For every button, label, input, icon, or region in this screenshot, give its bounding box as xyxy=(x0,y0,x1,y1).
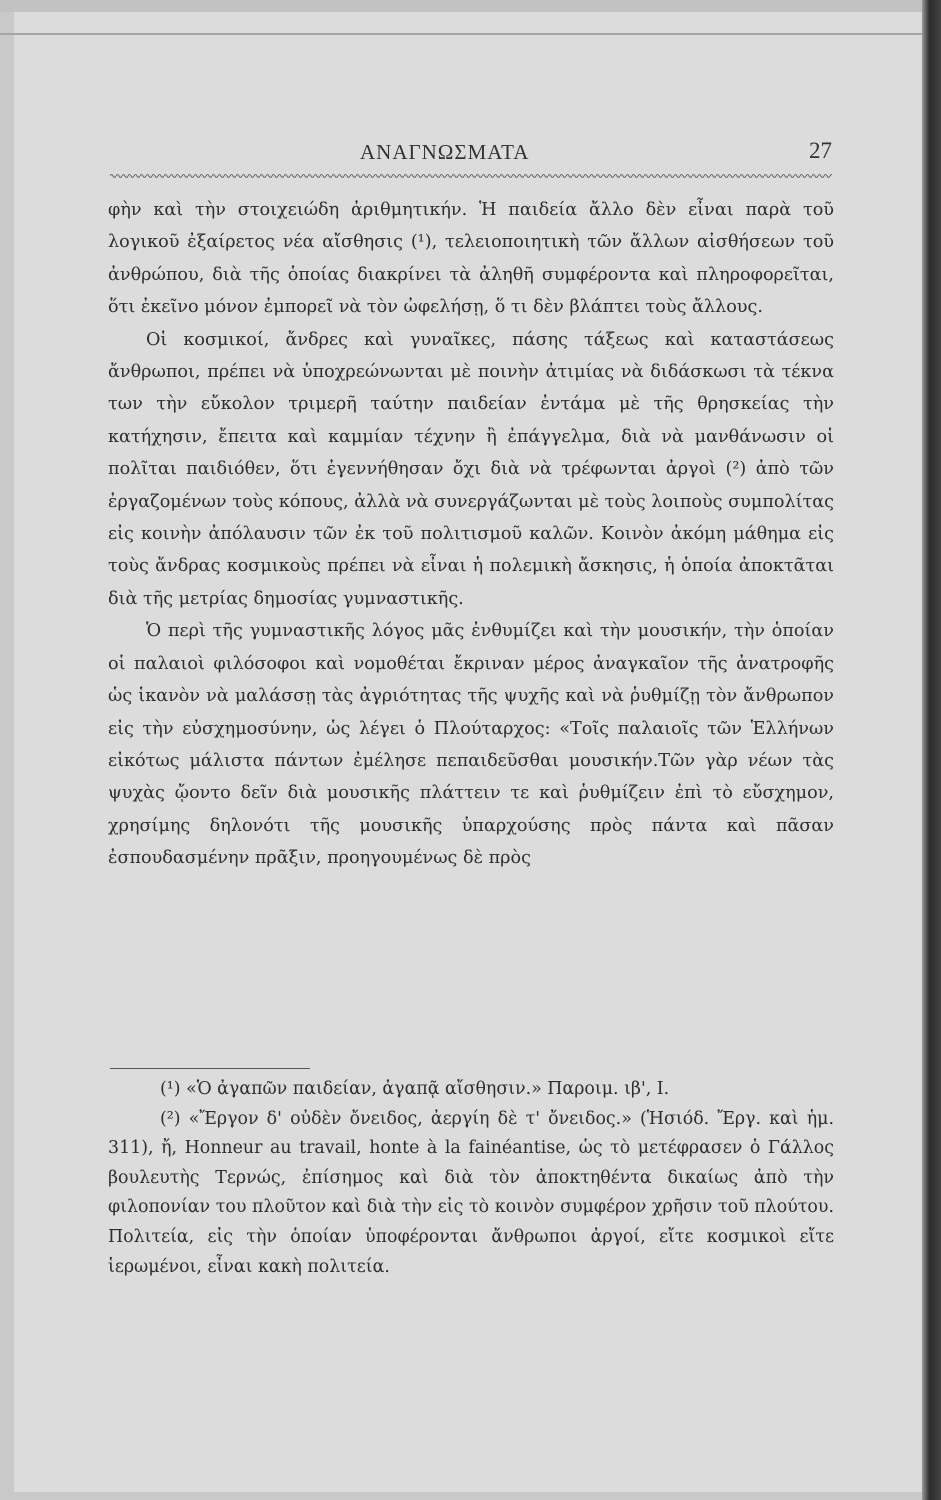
footnotes xyxy=(108,1075,834,1282)
paragraph-2: Οἱ κοσμικοί, ἄνδρες καὶ γυναῖκες, πάσης τάξεως καὶ καταστάσεως ἄνθρωποι, πρέπει νὰ ὑποχρεώνωνται μὲ ποινὴν ἀτιμίας νὰ διδάσκωσι τὰ τέκνα των τὴν εὔκολον τριμερῆ ταύτην παιδείαν ἐντάμα μὲ τῆς θρησκείας τὴν κατήχησιν, ἔπειτα καὶ καμμίαν τέχνην ἢ ἐπάγγελμα, διὰ νὰ μανθάνωσιν οἱ πολῖται παιδιόθεν, ὅτι ἐγεννήθησαν ὄχι διὰ νὰ τρέφωνται ἀργοὶ (²) ἀπὸ τῶν ἐργαζομένων τοὺς κόπους, ἀλλὰ νὰ συνεργάζωνται μὲ τοὺς λοιποὺς συμπολίτας εἰς κοινὴν ἀπόλαυσιν τῶν ἐκ τοῦ πολιτισμοῦ καλῶν. Κοινὸν ἀκόμη μάθημα εἰς τοὺς ἄνδρας κοσμικοὺς πρέπει νὰ εἶναι ἡ πολεμικὴ ἄσκησις, ἡ ὁποία ἀποκτᾶται διὰ τῆς μετρίας δημοσίας γυμναστικῆς. xyxy=(108,329,834,609)
main-text xyxy=(108,194,834,875)
footnote-2: (²) «Ἔργον δ' οὐδὲν ὄνειδος, ἀεργίη δὲ τ' ὄνειδος.» (Ἡσιόδ. Ἔργ. καὶ ἡμ. 311), ἤ, Honneur au travail, honte à la fainéantise, ὡς τὸ μετέφρασεν ὁ Γάλλος βουλευτὴς Τερνώς, ἐπίσημος καὶ διὰ τὸν ἀποκτηθέντα δικαίως ἀπὸ τὴν φιλοπονίαν του πλοῦτον καὶ διὰ τὴν εἰς τὸ κοινὸν συμφέρον χρῆσιν τοῦ πλούτου. Πολιτεία, εἰς τὴν ὁποίαν ὑποφέρονται ἄνθρωποι ἀργοί, εἴτε κοσμικοὶ εἴτε ἱερωμένοι, εἶναι κακὴ πολιτεία. xyxy=(108,1108,834,1277)
paragraph-3: Ὁ περὶ τῆς γυμναστικῆς λόγος μᾶς ἐνθυμίζει καὶ τὴν μουσικήν, τὴν ὁποίαν οἱ παλαιοὶ φιλόσοφοι καὶ νομοθέται ἔκριναν μέρος ἀναγκαῖον τῆς ἀνατροφῆς ὡς ἱκανὸν νὰ μαλάσσῃ τὰς ἀγριότητας τῆς ψυχῆς καὶ νὰ ῥυθμίζῃ τὸν ἄνθρωπον εἰς τὴν εὐσχημοσύνην, ὡς λέγει ὁ Πλούταρχος: «Τοῖς παλαιοῖς τῶν Ἑλλήνων εἰκότως μάλιστα πάντων ἐμέλησε πεπαιδεῦσθαι μουσικήν.Τῶν γὰρ νέων τὰς ψυχὰς ᾤοντο δεῖν διὰ μουσικῆς πλάττειν τε καὶ ῥυθμίζειν ἐπὶ τὸ εὔσχημον, χρησίμης δηλονότι τῆς μουσικῆς ὑπαρχούσης πρὸς πάντα καὶ πᾶσαν ἐσπουδασμένην πρᾶξιν, προηγουμένως δὲ πρὸς xyxy=(108,621,834,869)
header-wavy-rule xyxy=(110,172,832,180)
scan-top-margin xyxy=(0,0,922,12)
scan-top-rule xyxy=(0,33,922,35)
paragraph-1: φὴν καὶ τὴν στοιχειώδη ἀριθμητικήν. Ἡ παιδεία ἄλλο δὲν εἶναι παρὰ τοῦ λογικοῦ ἐξαίρετος νέα αἴσθησις (¹), τελειοποιητικὴ τῶν ἄλλων αἰσθήσεων τοῦ ἀνθρώπου, διὰ τῆς ὁποίας διακρίνει τὰ ἀληθῆ συμφέροντα καὶ πληροφορεῖται, ὅτι ἐκεῖνο μόνον ἐμπορεῖ νὰ τὸν ὠφελήσῃ, ὅ τι δὲν βλάπτει τοὺς ἄλλους. xyxy=(108,200,834,318)
running-title: ΑΝΑΓΝΩΣΜΑΤΑ xyxy=(360,140,530,164)
page-number: 27 xyxy=(809,138,832,163)
page-fore-edge xyxy=(922,0,941,1500)
page-header xyxy=(110,138,832,174)
footnote-divider xyxy=(110,1068,310,1069)
footnote-1: (¹) «Ὁ ἀγαπῶν παιδείαν, ἀγαπᾷ αἴσθησιν.» Παροιμ. ιβ', Ι. xyxy=(160,1079,670,1099)
